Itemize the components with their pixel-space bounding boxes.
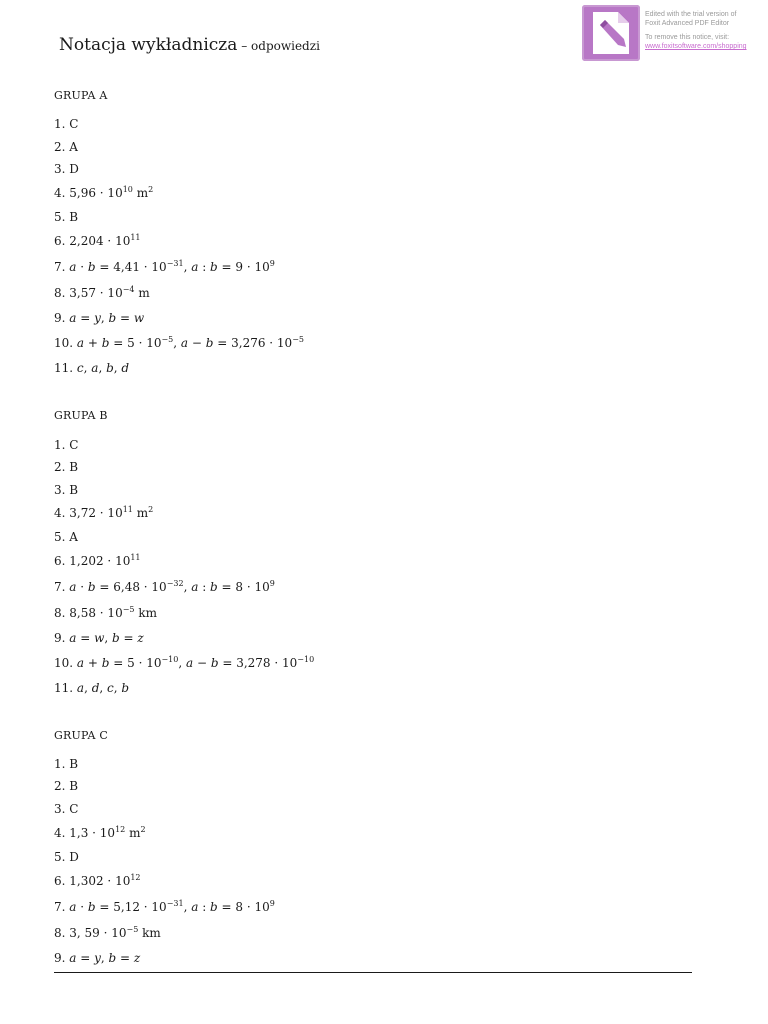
answer-item <box>54 802 78 816</box>
answer-item <box>54 260 275 274</box>
math-variable: b <box>210 900 218 914</box>
exponent: 12 <box>115 825 126 834</box>
math-variable: a <box>191 260 199 274</box>
math-variable: a <box>76 656 85 670</box>
answer-text: = 6,48 · 10 <box>95 580 167 594</box>
answer-text: C <box>69 802 79 816</box>
answer-text: + <box>84 336 102 350</box>
answer-text: C <box>69 117 79 131</box>
exponent: −5 <box>292 335 304 344</box>
answer-item <box>54 580 275 594</box>
watermark-link[interactable]: www.foxitsoftware.com/shopping <box>645 43 747 50</box>
answer-text: : <box>198 260 211 274</box>
answer-number: 11. <box>54 681 77 695</box>
answer-item <box>54 234 141 248</box>
answer-text: km <box>134 606 157 620</box>
answer-item <box>54 606 157 620</box>
math-variable: z <box>133 951 141 965</box>
page-title-subtitle: – odpowiedzi <box>237 39 320 53</box>
answer-item <box>54 779 78 793</box>
answer-item <box>54 162 79 176</box>
math-variable: a <box>69 900 77 914</box>
answer-text: = <box>76 631 95 645</box>
answer-number: 2. <box>54 140 70 154</box>
answer-text: − <box>188 336 206 350</box>
answer-item <box>54 140 78 154</box>
answer-text: D <box>69 850 79 864</box>
math-variable: b <box>210 656 219 670</box>
exponent: −31 <box>166 899 184 908</box>
answer-text: m <box>134 286 150 300</box>
answer-number: 1. <box>54 438 70 452</box>
page-title <box>59 35 320 55</box>
answer-text: 8,58 · 10 <box>69 606 123 620</box>
exponent: −10 <box>161 655 179 664</box>
exponent: 12 <box>130 873 141 882</box>
answer-number: 5. <box>54 530 70 544</box>
answer-number: 6. <box>54 554 70 568</box>
answer-number: 5. <box>54 210 70 224</box>
answer-number: 3. <box>54 483 70 497</box>
exponent: 9 <box>269 579 275 588</box>
answer-text: , <box>99 681 108 695</box>
answer-item <box>54 631 144 645</box>
answer-text: , <box>173 336 181 350</box>
exponent: −5 <box>161 335 174 344</box>
answer-text: km <box>138 926 161 940</box>
answer-text: + <box>84 656 102 670</box>
answer-item <box>54 210 78 224</box>
math-variable: a <box>69 260 77 274</box>
answer-text: · <box>76 260 88 274</box>
answer-text: m <box>132 186 149 200</box>
math-variable: a <box>69 951 77 965</box>
answer-number: 7. <box>54 260 70 274</box>
answer-item <box>54 900 275 914</box>
math-variable: z <box>137 631 144 645</box>
answer-number: 9. <box>54 311 70 325</box>
answer-text: , <box>183 580 192 594</box>
answer-text: = 5 · 10 <box>109 656 162 670</box>
answer-number: 2. <box>54 779 70 793</box>
watermark-notice <box>645 10 760 51</box>
math-variable: y <box>94 311 101 325</box>
math-variable: d <box>121 361 130 375</box>
math-variable: b <box>87 260 96 274</box>
math-variable: b <box>210 260 218 274</box>
answer-number: 4. <box>54 186 70 200</box>
group-title-a: GRUPA A <box>54 89 108 102</box>
answer-text: = 5 · 10 <box>109 336 162 350</box>
math-variable: c <box>107 681 114 695</box>
exponent: 11 <box>130 553 141 562</box>
math-variable: w <box>133 311 145 325</box>
answer-item <box>54 656 314 670</box>
answer-item <box>54 826 146 840</box>
watermark-line-3: To remove this notice, visit: <box>645 34 730 41</box>
answer-text: = 9 · 10 <box>217 260 270 274</box>
answer-text: = 5,12 · 10 <box>95 900 167 914</box>
answer-number: 7. <box>54 900 70 914</box>
math-variable: a <box>191 900 199 914</box>
answer-text: , <box>183 900 192 914</box>
answer-text: B <box>69 757 79 771</box>
answer-text: · <box>76 580 88 594</box>
answer-number: 8. <box>54 926 70 940</box>
answer-text: , <box>83 361 92 375</box>
answer-text: 3,72 · 10 <box>69 506 123 520</box>
answer-text: 1,3 · 10 <box>69 826 116 840</box>
answer-item <box>54 438 78 452</box>
answer-text: · <box>76 900 88 914</box>
math-variable: c <box>76 361 84 375</box>
answer-text: = 4,41 · 10 <box>95 260 167 274</box>
answer-text: = 3,278 · 10 <box>218 656 298 670</box>
exponent: 2 <box>148 185 154 194</box>
answer-text: B <box>69 483 79 497</box>
math-variable: b <box>112 631 120 645</box>
answer-text: 1,302 · 10 <box>69 874 131 888</box>
answer-text: , <box>178 656 186 670</box>
answer-text: − <box>193 656 211 670</box>
answer-text: = <box>76 311 95 325</box>
answer-text: : <box>198 580 211 594</box>
answer-text: = <box>116 951 134 965</box>
answer-item <box>54 286 150 300</box>
answer-item <box>54 926 161 940</box>
answer-text: = 8 · 10 <box>217 580 270 594</box>
exponent: 10 <box>122 185 133 194</box>
answer-item <box>54 506 153 520</box>
answer-number: 5. <box>54 850 70 864</box>
exponent: 11 <box>122 505 133 514</box>
math-variable: b <box>108 951 117 965</box>
exponent: 11 <box>130 233 141 242</box>
answer-text: C <box>69 438 79 452</box>
answer-text: B <box>69 779 79 793</box>
math-variable: b <box>101 336 110 350</box>
watermark-line-2: Foxit Advanced PDF Editor <box>645 20 730 27</box>
math-variable: w <box>94 631 105 645</box>
bottom-rule <box>54 972 692 973</box>
exponent: −4 <box>122 285 135 294</box>
math-variable: a <box>180 336 189 350</box>
answer-number: 3. <box>54 802 70 816</box>
answer-number: 11. <box>54 361 77 375</box>
answer-item <box>54 336 304 350</box>
exponent: 9 <box>269 259 275 268</box>
answer-number: 6. <box>54 234 70 248</box>
answer-item <box>54 361 129 375</box>
exponent: −31 <box>166 259 184 268</box>
math-variable: a <box>69 631 77 645</box>
answer-text: , <box>100 311 109 325</box>
answer-item <box>54 483 78 497</box>
answer-text: : <box>198 900 211 914</box>
exponent: −5 <box>126 925 139 934</box>
answer-text: = <box>119 631 138 645</box>
answer-text: 1,202 · 10 <box>69 554 131 568</box>
answer-text: , <box>98 361 107 375</box>
answer-text: , <box>113 361 122 375</box>
answer-text: , <box>113 681 122 695</box>
answer-text: , <box>104 631 113 645</box>
trial-watermark <box>582 5 758 63</box>
math-variable: b <box>87 580 96 594</box>
exponent: 2 <box>140 825 146 834</box>
math-variable: a <box>186 656 194 670</box>
answer-number: 8. <box>54 606 70 620</box>
answer-text: = <box>76 951 95 965</box>
answer-item <box>54 460 78 474</box>
answer-text: = 8 · 10 <box>217 900 270 914</box>
group-title-c: GRUPA C <box>54 729 108 742</box>
math-variable: a <box>76 681 85 695</box>
answer-text: = 3,276 · 10 <box>213 336 293 350</box>
answer-text: A <box>69 530 78 544</box>
math-variable: a <box>76 336 85 350</box>
answer-number: 10. <box>54 656 77 670</box>
answer-number: 10. <box>54 336 77 350</box>
exponent: −32 <box>166 579 184 588</box>
answer-text: m <box>125 826 141 840</box>
math-variable: b <box>205 336 214 350</box>
answer-number: 3. <box>54 162 70 176</box>
group-title-b: GRUPA B <box>54 409 108 422</box>
answer-item <box>54 951 140 965</box>
answer-number: 6. <box>54 874 70 888</box>
watermark-line-1: Edited with the trial version of <box>645 11 737 18</box>
math-variable: b <box>101 656 110 670</box>
answer-text: 5,96 · 10 <box>69 186 123 200</box>
math-variable: b <box>106 361 114 375</box>
math-variable: b <box>87 900 96 914</box>
exponent: 9 <box>269 899 275 908</box>
answer-text: B <box>69 210 79 224</box>
answer-text: , <box>84 681 92 695</box>
answer-item <box>54 186 153 200</box>
exponent: −10 <box>297 655 315 664</box>
answer-number: 1. <box>54 117 70 131</box>
answer-number: 9. <box>54 951 70 965</box>
answer-text: 3,57 · 10 <box>69 286 123 300</box>
answer-item <box>54 850 79 864</box>
answer-item <box>54 874 141 888</box>
pdf-editor-logo-icon <box>582 5 640 61</box>
answer-number: 2. <box>54 460 70 474</box>
math-variable: a <box>69 311 77 325</box>
answer-item <box>54 117 78 131</box>
answer-number: 4. <box>54 506 70 520</box>
answer-item <box>54 757 78 771</box>
answer-text: , <box>100 951 109 965</box>
math-variable: b <box>108 311 117 325</box>
answer-number: 8. <box>54 286 70 300</box>
answer-number: 1. <box>54 757 70 771</box>
answer-item <box>54 681 129 695</box>
math-variable: a <box>91 361 99 375</box>
answer-number: 4. <box>54 826 70 840</box>
math-variable: a <box>191 580 199 594</box>
math-variable: b <box>121 681 130 695</box>
exponent: 2 <box>148 505 154 514</box>
answer-number: 9. <box>54 631 70 645</box>
answer-item <box>54 554 141 568</box>
answer-text: A <box>69 140 78 154</box>
answer-item <box>54 530 78 544</box>
answer-text: 2,204 · 10 <box>69 234 131 248</box>
answer-text: m <box>132 506 149 520</box>
answer-number: 7. <box>54 580 70 594</box>
answer-text: = <box>116 311 134 325</box>
math-variable: a <box>69 580 77 594</box>
page-title-main: Notacja wykładnicza <box>59 35 238 55</box>
answer-item <box>54 311 144 325</box>
math-variable: d <box>91 681 100 695</box>
math-variable: b <box>210 580 218 594</box>
answer-text: 3, 59 · 10 <box>69 926 127 940</box>
answer-text: , <box>183 260 192 274</box>
exponent: −5 <box>122 605 135 614</box>
answer-text: B <box>69 460 79 474</box>
answer-text: D <box>69 162 79 176</box>
math-variable: y <box>94 951 101 965</box>
